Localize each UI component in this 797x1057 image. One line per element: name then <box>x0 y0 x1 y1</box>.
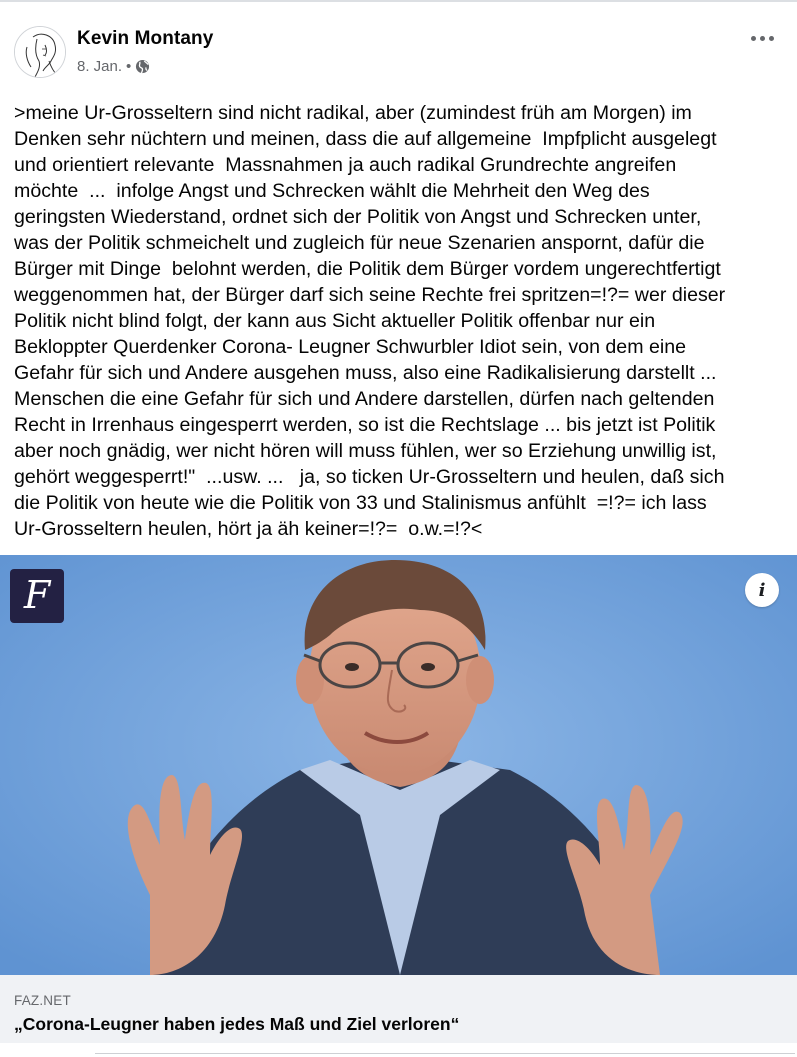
post-body-text: >meine Ur-Grosseltern sind nicht radikal, aber (zumindest früh am Morgen) im Denken sehr nüchtern und meinen, dass die auf allgemeine Impfplicht ausgelegt und orientiert relevante Massnahmen ja auch radikal Grundrechte angreifen möchte ... infolge Angst und Schrecken wählt die Mehrheit den Weg des geringsten Wiederstand, ordnet sich der Politik von Angst und Schrecken unter, was der Politik schmeichelt und zugleich für neue Szenarien anspornt, dafür die Bürger mit Dinge belohnt werden, die Politik dem Bürger vordem ungerechtfertigt weggenommen hat, der Bürger darf sich seine Rechte frei spritzen=!?= wer dieser Politik nicht blind folgt, der kann aus Sicht aktueller Politik offenbar nur ein Bekloppter Querdenker Corona- Leugner Schwurbler Idiot sein, von dem eine Gefahr für sich und Andere ausgehen muss, also eine Radikalisierung darstellt ... Menschen die eine Gefahr für sich und Andere darstellen, dürfen nach geltenden Recht in Irrenhaus eingesperrt werden, so ist die Rechtslage ... bis jetzt ist Politik aber noch gnädig, wer nicht hören will muss fühlen, wer so Erziehung unwillig ist, gehört weggesperrt!" ...usw. ... ja, so ticken Ur-Grosseltern und heulen, daß sich die Politik von heute wie die Politik von 33 und Stalinismus anfühlt =!?= ich lass Ur-Grosseltern heulen, hört ja äh keiner=!?= o.w.=!?< <box>14 102 726 540</box>
info-button[interactable]: i <box>745 573 779 607</box>
link-preview-card[interactable] <box>0 975 797 1043</box>
link-domain: FAZ.NET <box>14 993 71 1008</box>
faz-logo-letter: F <box>23 574 51 617</box>
avatar-sketch-icon <box>15 27 66 78</box>
bottom-divider <box>95 1053 795 1054</box>
faz-logo <box>10 569 64 623</box>
post-date[interactable]: 8. Jan. <box>77 57 123 75</box>
link-preview-image[interactable] <box>0 555 797 975</box>
post-header <box>0 0 797 90</box>
globe-icon <box>135 59 150 74</box>
link-title[interactable]: „Corona-Leugner haben jedes Maß und Ziel verloren“ <box>14 1014 460 1034</box>
more-options-icon[interactable] <box>744 26 780 50</box>
post-meta <box>77 56 150 76</box>
author-avatar[interactable] <box>14 26 66 78</box>
news-photo <box>0 555 797 975</box>
author-name[interactable]: Kevin Montany <box>77 28 214 49</box>
meta-separator: • <box>126 57 132 75</box>
